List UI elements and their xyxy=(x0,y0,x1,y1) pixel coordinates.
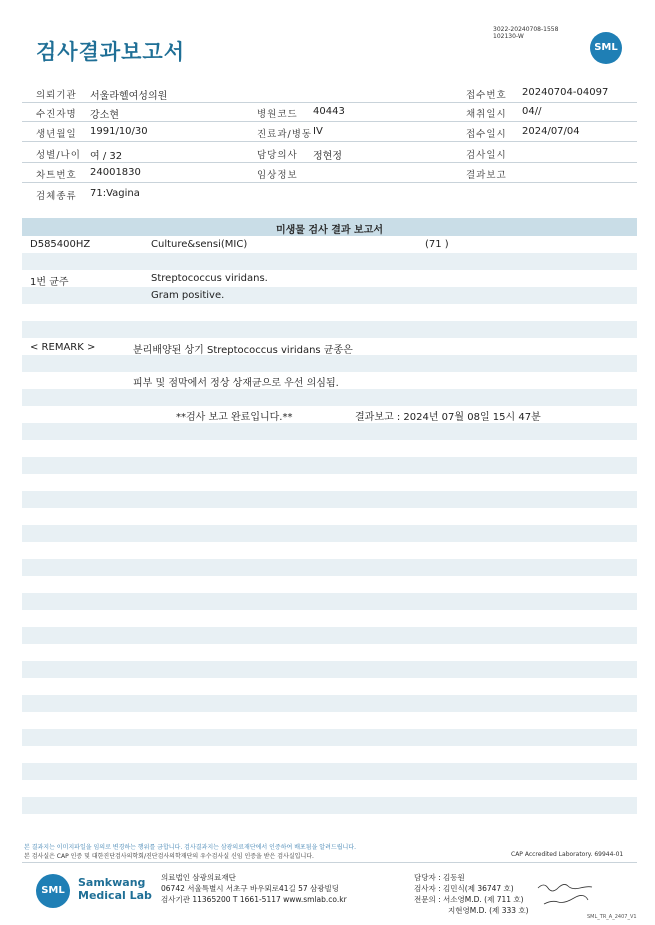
info-label: 결과보고 xyxy=(466,170,507,181)
document-id-line2: 102130-W xyxy=(493,33,524,40)
info-label: 담당의사 xyxy=(257,150,298,161)
info-label: 성별/나이 xyxy=(36,150,81,161)
info-value: 20240704-04097 xyxy=(522,87,609,98)
staff-info xyxy=(414,872,529,916)
row-band xyxy=(22,593,637,610)
info-value: 04// xyxy=(522,106,542,117)
organization-info xyxy=(161,872,347,905)
completion-text: **검사 보고 완료입니다.** xyxy=(176,412,293,423)
test-name: Culture&sensi(MIC) xyxy=(151,239,248,250)
row-band xyxy=(22,321,637,338)
row-band xyxy=(22,389,637,406)
info-value: 40443 xyxy=(313,106,345,117)
info-label: 검사일시 xyxy=(466,150,507,161)
row-band xyxy=(22,491,637,508)
gram-stain: Gram positive. xyxy=(151,290,225,301)
info-value: 강소현 xyxy=(90,110,119,121)
info-label: 검체종류 xyxy=(36,191,77,202)
info-value: IV xyxy=(313,126,323,137)
info-value: 서울라헬여성의원 xyxy=(90,91,168,102)
org-contact: 검사기관 11365200 T 1661-5117 www.smlab.co.kr xyxy=(161,895,347,904)
footer-note-2: 본 검사실은 CAP 인증 및 대한진단검사의학회/진단검사의학재단의 우수검사실 신임 인증을 받은 검사실입니다. xyxy=(24,853,314,860)
row-band xyxy=(22,627,637,644)
row-divider xyxy=(22,162,637,163)
info-value: 1991/10/30 xyxy=(90,126,148,137)
row-band xyxy=(22,797,637,814)
info-value: 여 / 32 xyxy=(90,151,123,162)
logo-name-line2: Medical Lab xyxy=(78,889,152,902)
info-label: 채취일시 xyxy=(466,109,507,120)
row-band xyxy=(22,253,637,270)
row-band xyxy=(22,457,637,474)
staff-manager: 담당자 : 김동원 xyxy=(414,873,465,882)
remark-label: < REMARK > xyxy=(30,342,96,353)
samkwang-logo-text xyxy=(78,876,152,902)
info-label: 수진자명 xyxy=(36,109,77,120)
info-label: 생년월일 xyxy=(36,129,77,140)
info-label: 의뢰기관 xyxy=(36,90,77,101)
section-title: 미생물 검사 결과 보고서 xyxy=(275,225,384,236)
row-band xyxy=(22,763,637,780)
info-value: 정현정 xyxy=(313,151,342,162)
staff-specialist-1: 전문의 : 서소영M.D. (제 711 호) xyxy=(414,895,524,904)
document-id-line1: 3022-20240708-1558 xyxy=(493,26,559,33)
report-time: 결과보고 : 2024년 07월 08일 15시 47분 xyxy=(355,412,541,423)
row-band xyxy=(22,729,637,746)
test-number: (71 ) xyxy=(425,239,449,250)
info-value: 2024/07/04 xyxy=(522,126,580,137)
page-title: 검사결과보고서 xyxy=(36,40,186,64)
row-divider xyxy=(22,182,637,183)
org-name: 의료법인 삼광의료재단 xyxy=(161,873,236,882)
row-divider xyxy=(22,102,637,103)
document-id xyxy=(493,26,558,40)
signature-icon xyxy=(536,880,596,910)
info-value: 71:Vagina xyxy=(90,188,140,199)
row-band xyxy=(22,695,637,712)
cap-accreditation: CAP Accredited Laboratory. 69944-01 xyxy=(511,851,624,858)
samkwang-logo-icon xyxy=(36,874,70,908)
section-header xyxy=(22,218,637,236)
info-label: 병원코드 xyxy=(257,109,298,120)
footer-note-1: 본 결과지는 이미지파일을 임의로 변경하는 행위를 금합니다. 검사결과지는 삼광의료재단에서 인증하여 배포됨을 알려드립니다. xyxy=(24,844,356,851)
remark-line-1: 분리배양된 상기 Streptococcus viridans 균종은 xyxy=(133,345,353,356)
row-band xyxy=(22,287,637,304)
sml-logo-text: SML xyxy=(594,42,618,53)
info-label: 차트번호 xyxy=(36,170,77,181)
logo-name-line1: Samkwang xyxy=(78,876,146,889)
row-divider xyxy=(22,141,637,142)
sml-logo-icon xyxy=(590,32,622,64)
info-label: 접수번호 xyxy=(466,90,507,101)
row-band xyxy=(22,423,637,440)
row-band xyxy=(22,661,637,678)
samkwang-logo-mark: SML xyxy=(41,885,65,896)
staff-specialist-2: 지현영M.D. (제 333 호) xyxy=(448,906,529,915)
staff-tester: 검사자 : 김민식(제 36747 호) xyxy=(414,884,514,893)
info-label: 접수일시 xyxy=(466,129,507,140)
info-label: 진료과/병동 xyxy=(257,129,313,140)
remark-line-2: 피부 및 점막에서 정상 상재균으로 우선 의심됨. xyxy=(133,378,339,389)
info-value: 24001830 xyxy=(90,167,141,178)
test-code: D585400HZ xyxy=(30,239,91,250)
form-code: SML_TR_A_2407_V1 xyxy=(587,914,637,920)
strain-label: 1번 균주 xyxy=(30,277,69,288)
org-address: 06742 서울특별시 서초구 바우뫼로41길 57 삼광빌딩 xyxy=(161,884,340,893)
info-label: 임상정보 xyxy=(257,170,298,181)
row-divider xyxy=(22,121,637,122)
organism-name: Streptococcus viridans. xyxy=(151,273,268,284)
row-band xyxy=(22,559,637,576)
row-band xyxy=(22,355,637,372)
row-band xyxy=(22,525,637,542)
